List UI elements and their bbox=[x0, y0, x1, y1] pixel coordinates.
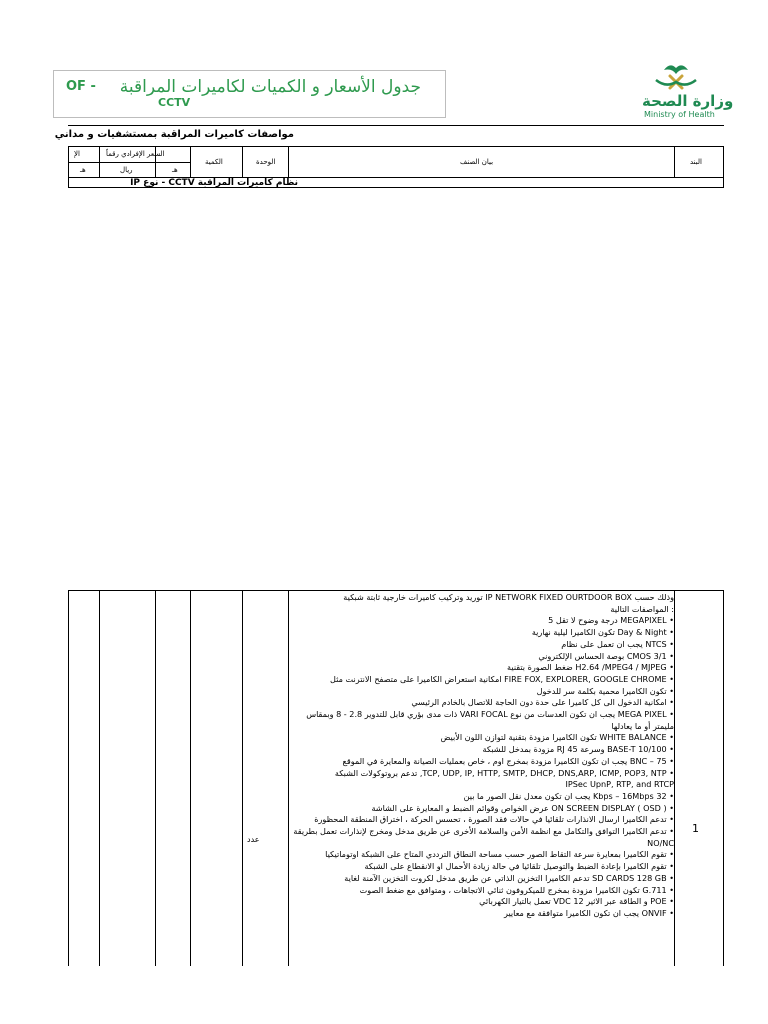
description-line: • MEGAPIXEL درجة وضوح لا تقل 5 bbox=[548, 615, 674, 626]
divider bbox=[68, 125, 724, 126]
row-description bbox=[288, 592, 674, 952]
description-line: NO/NC bbox=[647, 837, 674, 848]
description-line: IPSec UpnP, RTP, and RTCP bbox=[565, 779, 674, 790]
description-line: • G.711 تكون الكاميرا مزودة بمخرج للميكروفون ثنائي الاتجاهات ، ومتوافق مع ضغط الصوت bbox=[359, 884, 674, 895]
description-line: • TCP, UDP, IP, HTTP, SMTP, DHCP, DNS,ARP, ICMP, POP3, NTP, تدعم بروتوكولات الشبكة bbox=[334, 767, 674, 778]
header-halala-2: هـ bbox=[80, 166, 86, 174]
spec-heading: مواصفات كاميرات المراقبة بمستشفيات و مداني bbox=[54, 129, 294, 140]
description-line: • تقوم الكاميرا بمعايرة سرعة التقاط الصور حسب مساحة النطاق الترددي المتاح على الشبكة اوتوماتيكيا bbox=[325, 849, 674, 860]
row-unit: عدد bbox=[247, 835, 260, 844]
description-line: : المواصفات التالية bbox=[610, 603, 674, 614]
description-line: • امكانية الدخول الى كل كاميرا على حدة دون الحاجة للاتصال بالخادم الرئيسي bbox=[411, 697, 674, 708]
header-total: الإ bbox=[74, 150, 80, 158]
ministry-name-arabic: وزارة الصحة bbox=[642, 92, 734, 110]
description-line: • 32 Kbps – 16Mbps يجب ان تكون معدل نقل الصور ما بين bbox=[463, 790, 674, 801]
description-line: • WHITE BALANCE تكون الكاميرا مزودة بتقنية لتوازن اللون الأبيض bbox=[440, 732, 674, 743]
ministry-name-english: Ministry of Health bbox=[644, 110, 715, 119]
description-line: • ONVIF يجب ان تكون الكاميرا متوافقة مع معايير bbox=[503, 907, 674, 918]
header-unit-price: السعر الإفرادي رقماً bbox=[106, 150, 165, 158]
page-title-arabic: جدول الأسعار و الكميات لكاميرات المراقبة bbox=[119, 77, 421, 97]
description-line: • Day & Night تكون الكاميرا ليلية نهارية bbox=[531, 627, 674, 638]
row-item-number: 1 bbox=[692, 822, 699, 835]
description-line: • ON SCREEN DISPLAY ( OSD ) عرض الخواص وقوائم الضبط و المعايرة على الشاشة bbox=[371, 802, 674, 813]
title-box bbox=[53, 70, 446, 118]
description-line: • تدعم الكاميرا ارسال الانذارات تلقائيا في حالات فقد الصورة ، تحسس الحركة ، اختراق المنطقة المحظورة bbox=[314, 814, 674, 825]
header-description: بيان الصنف bbox=[460, 158, 494, 166]
header-halala: هـ bbox=[172, 166, 178, 174]
description-line: • H2.64 /MPEG4 / MJPEG ضغط الصورة بتقنية bbox=[507, 662, 674, 673]
title-prefix: OF - bbox=[66, 79, 96, 94]
description-line: • تكون الكاميرا محمية بكلمة سر للدخول bbox=[536, 685, 674, 696]
description-line: وذلك حسب IP NETWORK FIXED OURTDOOR BOX توريد وتركيب كاميرات خارجية ثابتة شبكية bbox=[343, 592, 674, 602]
header-item-no: البند bbox=[690, 158, 702, 166]
description-line: • تدعم الكاميرا التوافق والتكامل مع انظمة الأمن والسلامة الأخرى عن طريق مدخل ومخرج لإنذارات تعمل بطريقة bbox=[293, 826, 674, 837]
title-cctv: CCTV bbox=[158, 96, 191, 109]
header-riyal: ريال bbox=[120, 166, 133, 174]
description-line: • MEGA PIXEL يجب ان تكون العدسات من نوع VARI FOCAL ذات مدى بؤري قابل للتدوير 2.8 - 8 وبمقاس bbox=[306, 709, 674, 720]
description-line: مليمتر أو ما يعادلها bbox=[611, 720, 674, 731]
description-line: • NTCS يجب ان تعمل على نظام bbox=[561, 638, 674, 649]
description-line: • SD CARDS 128 GB تدعم الكاميرا التخزين الذاتي عن طريق مدخل لكروت التخزين الآمنة لغاية bbox=[344, 872, 674, 883]
description-line: • BNC – 75 يجب ان تكون الكاميرا مزودة بمخرج اوم ، خاص بعمليات الصيانة والمعايرة في الموقع bbox=[342, 755, 674, 766]
description-line: • FIRE FOX, EXPLORER, GOOGLE CHROME امكانية استعراض الكاميرا على متصفح الانترنت مثل bbox=[330, 673, 674, 684]
header-quantity: الكمية bbox=[205, 158, 223, 166]
header-unit: الوحدة bbox=[256, 158, 276, 166]
system-title: نظام كاميرات المراقبة CCTV - نوع IP bbox=[130, 178, 298, 188]
description-line: • تقوم الكاميرا بإعادة الضبط والتوصيل تلقائيا في حالة زيادة الأحمال او الانقطاع على الشبكة bbox=[364, 861, 674, 872]
description-line: • CMOS 3/1 بوصة الحساس الإلكتروني bbox=[538, 650, 674, 661]
description-line: • POE و الطاقة عبر الاثير VDC 12 تعمل بالتيار الكهربائي bbox=[479, 896, 674, 907]
description-line: • BASE-T 10/100 وسرعة RJ 45 مزودة بمدخل للشبكة bbox=[482, 744, 674, 755]
